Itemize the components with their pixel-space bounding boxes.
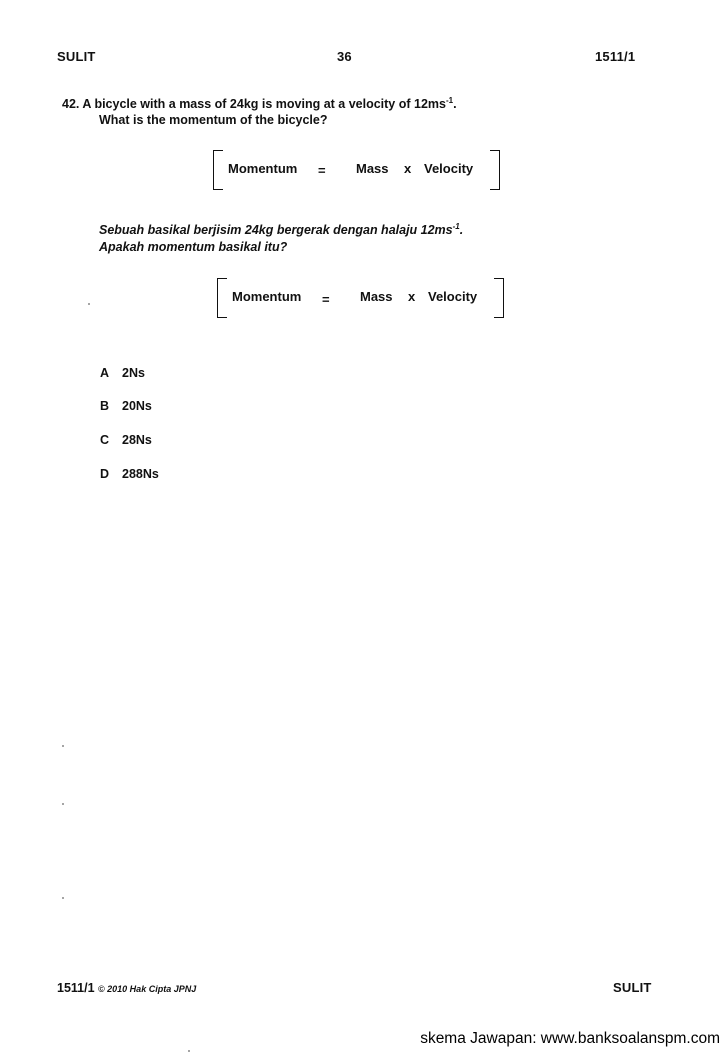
option-b[interactable] (100, 399, 152, 413)
option-letter: B (100, 399, 110, 413)
question-end: . (453, 97, 457, 111)
formula-box-english (213, 150, 500, 190)
option-text: 288Ns (122, 467, 159, 481)
question-number: 42. (62, 97, 80, 111)
footer-left (57, 981, 196, 995)
page-number: 36 (337, 49, 352, 64)
watermark-text: skema Jawapan: www.banksoalanspm.com (416, 1028, 724, 1050)
option-letter: A (100, 366, 110, 380)
question-line-1 (62, 96, 457, 111)
option-text: 2Ns (122, 366, 145, 380)
formula-term-momentum: Momentum (228, 161, 298, 176)
formula-term-velocity: Velocity (428, 289, 478, 304)
formula-term-mass: Mass (360, 289, 393, 304)
question-line-2: What is the momentum of the bicycle? (99, 113, 328, 127)
footer-copyright: © 2010 Hak Cipta JPNJ (98, 984, 197, 994)
scan-speck (88, 303, 90, 305)
option-a[interactable] (100, 366, 145, 380)
header-left-label: SULIT (57, 49, 96, 64)
formula-bracket-right (494, 278, 504, 318)
formula-box-malay (217, 278, 504, 318)
formula-term-momentum: Momentum (232, 289, 302, 304)
formula-equals: = (318, 163, 326, 178)
option-letter: D (100, 467, 110, 481)
formula-term-mass: Mass (356, 161, 389, 176)
question-superscript: -1 (445, 96, 454, 105)
malay-text-1: Sebuah basikal berjisim 24kg bergerak dengan halaju 12ms (99, 223, 453, 237)
formula-bracket-right (490, 150, 500, 190)
header-right-code: 1511/1 (595, 49, 636, 64)
footer-code: 1511/1 (57, 981, 95, 995)
option-text: 28Ns (122, 433, 152, 447)
scan-speck (62, 897, 64, 899)
scan-speck (62, 803, 64, 805)
malay-superscript: -1 (452, 222, 460, 231)
scan-speck (188, 1050, 190, 1052)
malay-end: . (459, 223, 464, 237)
scan-speck (62, 745, 64, 747)
formula-bracket-left (213, 150, 223, 190)
formula-times: x (408, 289, 416, 304)
option-letter: C (100, 433, 110, 447)
footer-right-label: SULIT (613, 980, 652, 995)
malay-question-line-2: Apakah momentum basikal itu? (99, 240, 288, 254)
formula-bracket-left (217, 278, 227, 318)
formula-term-velocity: Velocity (424, 161, 474, 176)
question-text-1: A bicycle with a mass of 24kg is moving at a velocity of 12ms (82, 97, 446, 111)
option-c[interactable] (100, 433, 152, 447)
option-d[interactable] (100, 467, 159, 481)
formula-times: x (404, 161, 412, 176)
formula-equals: = (322, 292, 330, 307)
option-text: 20Ns (122, 399, 152, 413)
malay-question-line-1 (99, 222, 463, 237)
